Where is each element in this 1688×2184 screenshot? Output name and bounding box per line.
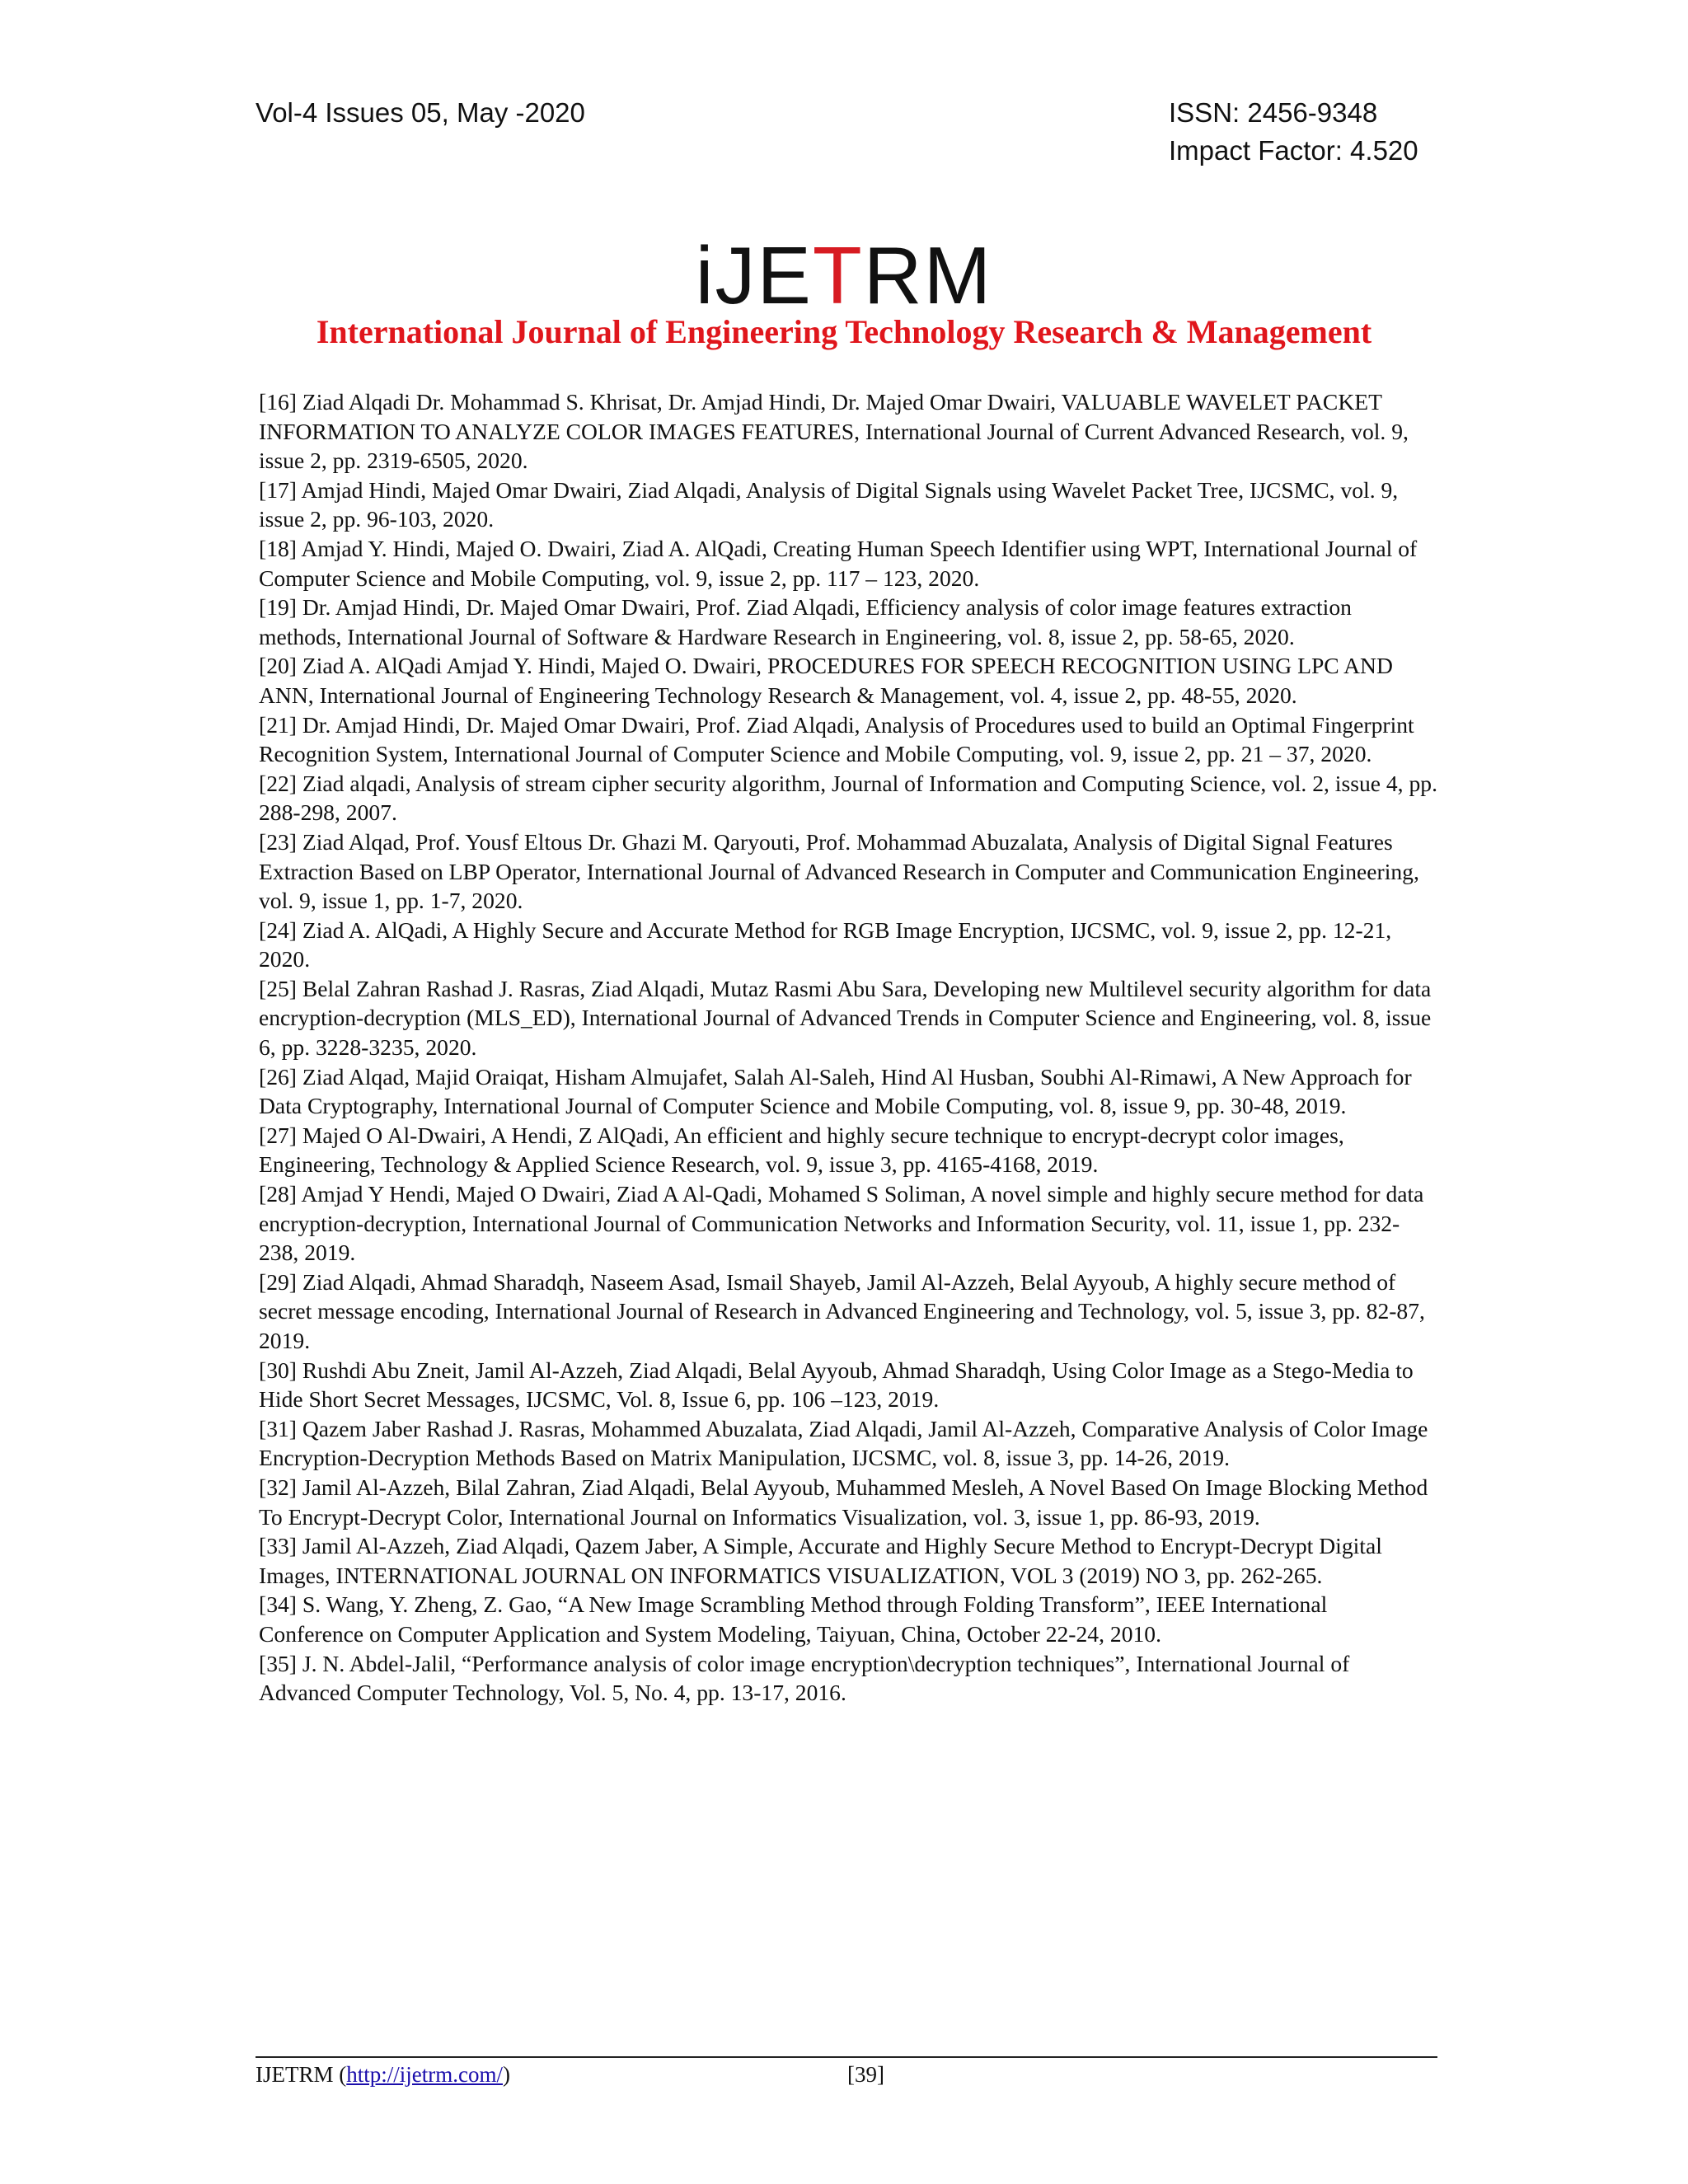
reference-item: [32] Jamil Al-Azzeh, Bilal Zahran, Ziad Alqadi, Belal Ayyoub, Muhammed Mesleh, A Novel Based On Image Blocking Method To Encrypt-Decrypt Color, International Journal on Informatics Visualization, vol. 3, issue 1, pp. 86-93, 2019. [259,1474,1428,1530]
footer-rule [256,2056,1437,2058]
reference-item: [16] Ziad Alqadi Dr. Mohammad S. Khrisat, Dr. Amjad Hindi, Dr. Majed Omar Dwairi, VALUABLE WAVELET PACKET INFORMATION TO ANALYZE COLOR IMAGES FEATURES, International Journal of Current Advanced Research, vol. 9, issue 2, pp. 2319-6505, 2020. [259,389,1409,474]
header-issn: ISSN: 2456-9348 [1169,97,1378,128]
reference-item: [20] Ziad A. AlQadi Amjad Y. Hindi, Majed O. Dwairi, PROCEDURES FOR SPEECH RECOGNITION USING LPC AND ANN, International Journal of Engineering Technology Research & Management, vol. 4, issue 2, pp. 48-55, 2020. [259,653,1393,708]
reference-item: [35] J. N. Abdel-Jalil, “Performance analysis of color image encryption\decryption techniques”, International Journal of Advanced Computer Technology, Vol. 5, No. 4, pp. 13-17, 2016. [259,1650,1350,1706]
reference-item: [31] Qazem Jaber Rashad J. Rasras, Mohammed Abuzalata, Ziad Alqadi, Jamil Al-Azzeh, Comparative Analysis of Color Image Encryption-Decryption Methods Based on Matrix Manipulation, IJCSMC, vol. 8, issue 3, pp. 14-26, 2019. [259,1415,1428,1471]
logo-part-t: T [812,230,864,321]
reference-item: [26] Ziad Alqad, Majid Oraiqat, Hisham Almujafet, Salah Al-Saleh, Hind Al Husban, Soubhi Al-Rimawi, A New Approach for Data Cryptography, International Journal of Computer Science and Mobile Computing, vol. 8, issue 9, pp. 30-48, 2019. [259,1063,1412,1119]
reference-item: [18] Amjad Y. Hindi, Majed O. Dwairi, Ziad A. AlQadi, Creating Human Speech Identifier using WPT, International Journal of Computer Science and Mobile Computing, vol. 9, issue 2, pp. 117 – 123, 2020. [259,535,1418,591]
reference-item: [22] Ziad alqadi, Analysis of stream cipher security algorithm, Journal of Information and Computing Science, vol. 2, issue 4, pp. 288-298, 2007. [259,770,1437,826]
reference-item: [21] Dr. Amjad Hindi, Dr. Majed Omar Dwairi, Prof. Ziad Alqadi, Analysis of Procedures used to build an Optimal Fingerprint Recognition System, International Journal of Computer Science and Mobile Computing, vol. 9, issue 2, pp. 21 – 37, 2020. [259,711,1414,767]
header-impact-factor: Impact Factor: 4.520 [1169,135,1418,166]
reference-item: [24] Ziad A. AlQadi, A Highly Secure and Accurate Method for RGB Image Encryption, IJCSMC, vol. 9, issue 2, pp. 12-21, 2020. [259,916,1392,972]
footer-page-number: [39] [847,2062,884,2087]
footer-journal-abbr: IJETRM [256,2062,334,2087]
reference-item: [33] Jamil Al-Azzeh, Ziad Alqadi, Qazem Jaber, A Simple, Accurate and Highly Secure Method to Encrypt-Decrypt Digital Images, INTERNATIONAL JOURNAL ON INFORMATICS VISUALIZATION, VOL 3 (2019) NO 3, pp. 262-265. [259,1533,1382,1588]
logo-part-rm: RM [863,230,993,321]
journal-name: International Journal of Engineering Technology Research & Management [316,313,1372,350]
reference-item: [25] Belal Zahran Rashad J. Rasras, Ziad Alqadi, Mutaz Rasmi Abu Sara, Developing new Multilevel security algorithm for data encryption-decryption (MLS_ED), International Journal of Advanced Trends in Computer Science and Engineering, vol. 8, issue 6, pp. 3228-3235, 2020. [259,975,1432,1061]
reference-item: [30] Rushdi Abu Zneit, Jamil Al-Azzeh, Ziad Alqadi, Belal Ayyoub, Ahmad Sharadqh, Using Color Image as a Stego-Media to Hide Short Secret Messages, IJCSMC, Vol. 8, Issue 6, pp. 106 –123, 2019. [259,1357,1414,1413]
header-volume: Vol-4 Issues 05, May -2020 [256,97,585,128]
reference-item: [23] Ziad Alqad, Prof. Yousf Eltous Dr. Ghazi M. Qaryouti, Prof. Mohammad Abuzalata, Analysis of Digital Signal Features Extraction Based on LBP Operator, International Journal of Advanced Research in Computer and Communication Engineering, vol. 9, issue 1, pp. 1-7, 2020. [259,828,1419,914]
header-right [1169,94,1418,170]
reference-item: [27] Majed O Al-Dwairi, A Hendi, Z AlQadi, An efficient and highly secure technique to encrypt-decrypt color images, Engineering, Technology & Applied Science Research, vol. 9, issue 3, pp. 4165-4168, 2019. [259,1122,1344,1178]
logo-part-ije: iJE [695,230,813,321]
journal-logo [0,230,1688,321]
reference-item: [17] Amjad Hindi, Majed Omar Dwairi, Ziad Alqadi, Analysis of Digital Signals using Wavelet Packet Tree, IJCSMC, vol. 9, issue 2, pp. 96-103, 2020. [259,476,1399,532]
reference-item: [19] Dr. Amjad Hindi, Dr. Majed Omar Dwairi, Prof. Ziad Alqadi, Efficiency analysis of color image features extraction methods, International Journal of Software & Hardware Research in Engineering, vol. 8, issue 2, pp. 58-65, 2020. [259,594,1352,649]
reference-item: [34] S. Wang, Y. Zheng, Z. Gao, “A New Image Scrambling Method through Folding Transform”, IEEE International Conference on Computer Application and System Modeling, Taiyuan, China, October 22-24, 2010. [259,1591,1328,1647]
footer-journal [256,2060,510,2088]
reference-item: [29] Ziad Alqadi, Ahmad Sharadqh, Naseem Asad, Ismail Shayeb, Jamil Al-Azzeh, Belal Ayyoub, A highly secure method of secret message encoding, International Journal of Research in Advanced Engineering and Technology, vol. 5, issue 3, pp. 82-87, 2019. [259,1268,1425,1353]
reference-item: [28] Amjad Y Hendi, Majed O Dwairi, Ziad A Al-Qadi, Mohamed S Soliman, A novel simple and highly secure method for data encryption-decryption, International Journal of Communication Networks and Information Security, vol. 11, issue 1, pp. 232-238, 2019. [259,1181,1424,1266]
footer-open-paren: ( [339,2062,347,2087]
footer-website-link[interactable]: http://ijetrm.com/ [346,2062,503,2087]
reference-list [259,387,1437,1708]
footer-close-paren: ) [502,2062,510,2087]
